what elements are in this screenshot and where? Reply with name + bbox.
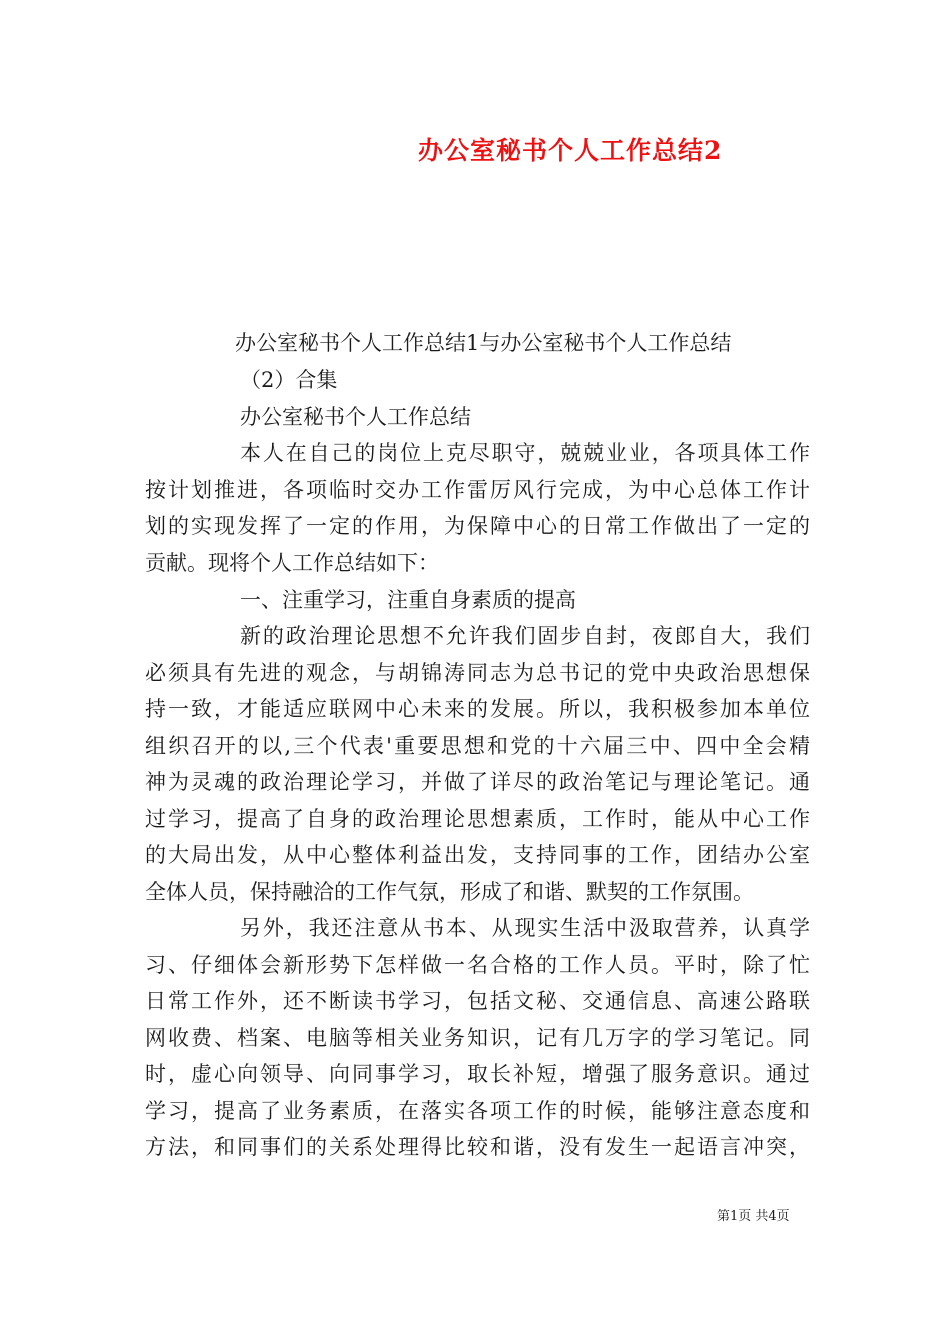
paragraph-line: 本人在自己的岗位上克尽职守，兢兢业业，各项具体工作 (240, 441, 810, 465)
paragraph-line: 另外，我还注意从书本、从现实生活中汲取营养，认真学 (240, 916, 810, 940)
paragraph-line: 的大局出发，从中心整体利益出发，支持同事的工作，团结办公室 (145, 843, 810, 867)
paragraph-line: 习、仔细体会新形势下怎样做一名合格的工作人员。平时，除了忙 (145, 953, 810, 977)
paragraph-line: 学习，提高了业务素质，在落实各项工作的时候，能够注意态度和 (145, 1099, 810, 1123)
intro-line-1: 办公室秘书个人工作总结1与办公室秘书个人工作总结 (235, 331, 732, 355)
intro-line-2: （2）合集 (240, 368, 338, 392)
paragraph-line: 日常工作外，还不断读书学习，包括文秘、交通信息、高速公路联 (145, 989, 810, 1013)
paragraph-line: 新的政治理论思想不允许我们固步自封，夜郎自大，我们 (240, 624, 810, 648)
document-title: 办公室秘书个人工作总结2 (418, 136, 723, 165)
paragraph-line: 贡献。现将个人工作总结如下： (145, 551, 439, 575)
paragraph-line: 全体人员，保持融洽的工作气氛，形成了和谐、默契的工作氛围。 (145, 880, 754, 904)
subheading: 一、注重学习，注重自身素质的提高 (240, 588, 576, 612)
paragraph-line: 必须具有先进的观念，与胡锦涛同志为总书记的党中央政治思想保 (145, 661, 810, 685)
paragraph-line: 神为灵魂的政治理论学习，并做了详尽的政治笔记与理论笔记。通 (145, 770, 810, 794)
paragraph-line: 过学习，提高了自身的政治理论思想素质，工作时，能从中心工作 (145, 807, 810, 831)
section-heading: 办公室秘书个人工作总结 (240, 405, 471, 429)
paragraph-line: 组织召开的以,三个代表'重要思想和党的十六届三中、四中全会精 (145, 734, 810, 758)
paragraph-line: 划的实现发挥了一定的作用，为保障中心的日常工作做出了一定的 (145, 514, 810, 538)
paragraph-line: 持一致，才能适应联网中心未来的发展。所以，我积极参加本单位 (145, 697, 810, 721)
paragraph-line: 网收费、档案、电脑等相关业务知识，记有几万字的学习笔记。同 (145, 1026, 810, 1050)
page-number: 第1页 共4页 (717, 1209, 790, 1224)
paragraph-line: 方法，和同事们的关系处理得比较和谐，没有发生一起语言冲突， (145, 1135, 810, 1159)
paragraph-line: 按计划推进，各项临时交办工作雷厉风行完成，为中心总体工作计 (145, 478, 810, 502)
paragraph-line: 时，虚心向领导、向同事学习，取长补短，增强了服务意识。通过 (145, 1062, 810, 1086)
